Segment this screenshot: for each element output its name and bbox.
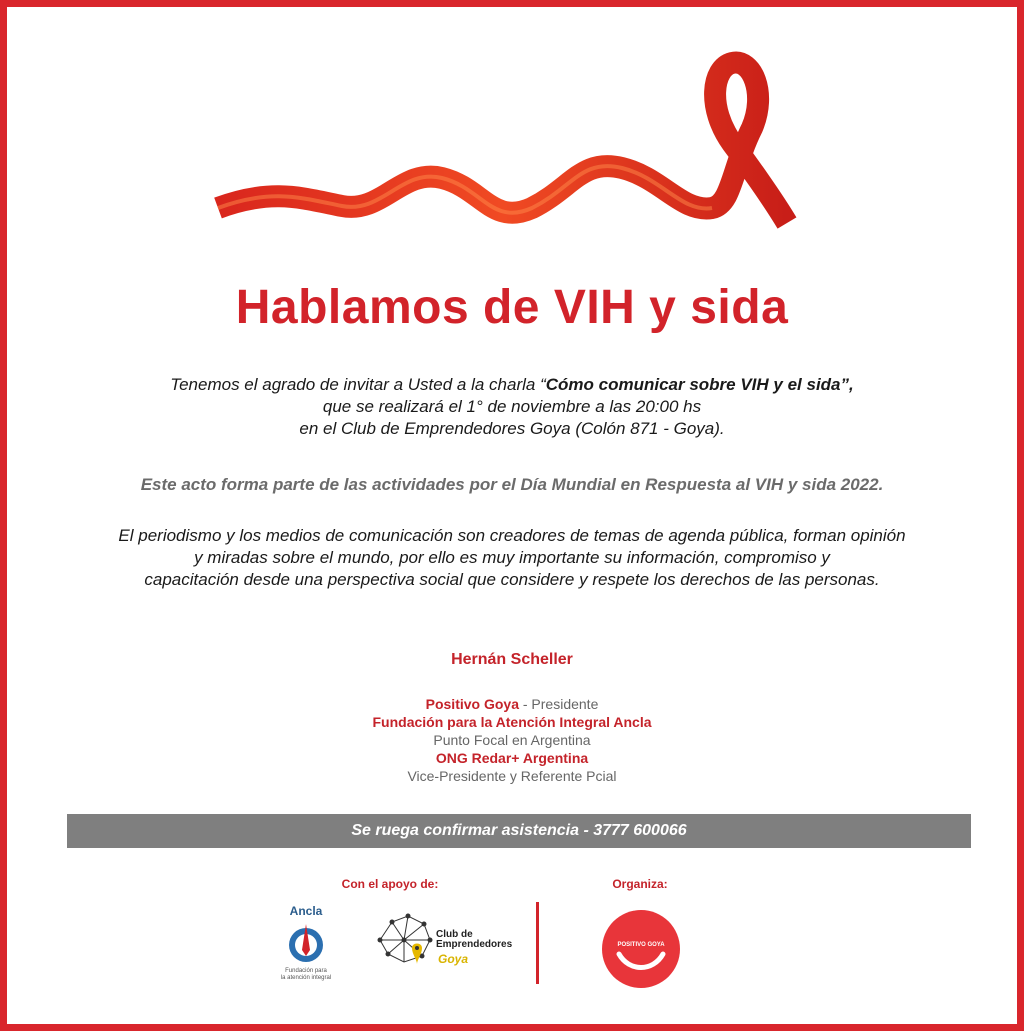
page-title: Hablamos de VIH y sida: [235, 281, 789, 334]
ancla-logo-subtitle: Fundación para la atención integral: [280, 968, 332, 981]
statement-paragraph: [60, 525, 964, 591]
ancla-emblem-icon: [286, 920, 326, 966]
role-title-3: Vice-Presidente y Referente Pcial: [407, 768, 617, 784]
statement-line-1: El periodismo y los medios de comunicación son creadores de temas de agenda pública, forman opinión: [118, 526, 906, 545]
signer-name: Hernán Scheller: [451, 651, 573, 668]
ancla-logo: [272, 904, 340, 988]
signer-roles: [0, 695, 1024, 785]
role-org-3: ONG Redar+ Argentina: [435, 750, 589, 766]
role-title-2: Punto Focal en Argentina: [433, 732, 591, 748]
rsvp-bar: Se ruega confirmar asistencia - 3777 600066: [67, 814, 971, 848]
club-goya-text: Goya: [438, 952, 469, 966]
invitation-line-2: que se realizará el 1° de noviembre a las 20:00 hs: [322, 397, 702, 416]
support-label: Con el apoyo de:: [341, 877, 439, 891]
footer-divider: [536, 902, 539, 984]
network-map-icon: [374, 910, 436, 972]
club-emprendedores-logo: [374, 910, 514, 980]
positivo-goya-text: POSITIVO GOYA: [617, 942, 665, 948]
role-org-1: Positivo Goya: [425, 696, 519, 712]
role-org-2: Fundación para la Atención Integral Ancla: [372, 714, 652, 730]
invitation-paragraph: [60, 374, 964, 440]
invitation-line-1: Tenemos el agrado de invitar a Usted a la charla “Cómo comunicar sobre VIH y el sida”,: [170, 375, 854, 394]
invitation-line-3: en el Club de Emprendedores Goya (Colón 871 - Goya).: [299, 419, 725, 438]
smile-icon: [615, 950, 667, 974]
ancla-logo-title: Ancla: [289, 904, 323, 918]
organizer-label: Organiza:: [612, 877, 668, 891]
positivo-goya-logo: [602, 910, 680, 988]
statement-line-3: capacitación desde una perspectiva social que considere y respete los derechos de las personas.: [144, 570, 880, 589]
role-title-1: - Presidente: [518, 696, 599, 712]
red-ribbon-icon: [212, 48, 812, 268]
context-paragraph: Este acto forma parte de las actividades por el Día Mundial en Respuesta al VIH y sida 2022.: [140, 475, 884, 494]
statement-line-2: y miradas sobre el mundo, por ello es muy importante su información, compromiso y: [194, 548, 830, 567]
club-name: Club de Emprendedores: [436, 929, 513, 950]
